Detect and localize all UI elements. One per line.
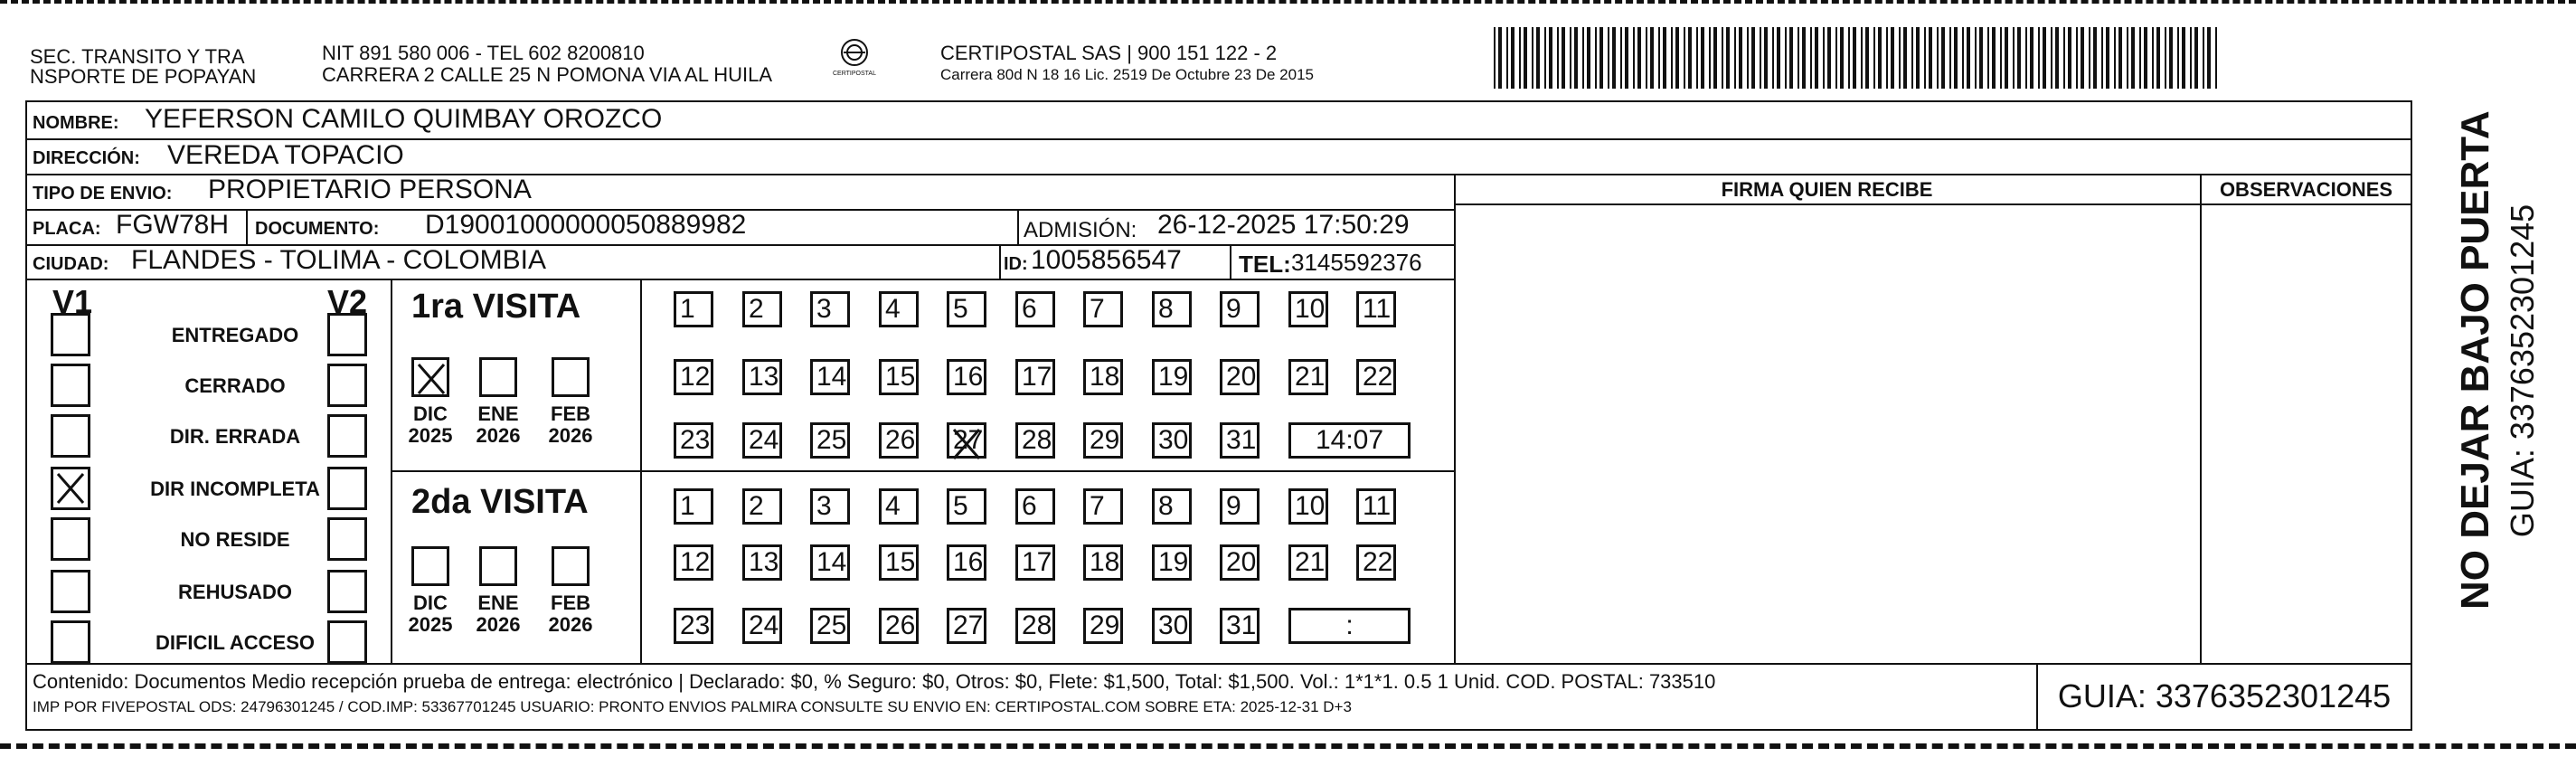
month-name: DIC [413,591,448,614]
nit-line: NIT 891 580 006 - TEL 602 8200810 [322,42,645,64]
day-box-first[interactable]: 23 [674,422,713,459]
day-box-second[interactable]: 17 [1015,544,1055,581]
month-year: 2026 [476,424,521,447]
v2-checkbox[interactable] [327,313,367,356]
direccion-label: DIRECCIÓN: [33,148,140,168]
day-box-first[interactable]: 22 [1356,359,1396,395]
day-box-first[interactable]: 21 [1288,359,1328,395]
v2-checkbox[interactable] [327,467,367,510]
day-box-second[interactable]: 30 [1152,608,1192,644]
day-box-first[interactable]: 24 [742,422,782,459]
day-box-first[interactable]: 19 [1152,359,1192,395]
day-box-second[interactable]: 22 [1356,544,1396,581]
day-box-first[interactable]: 9 [1220,291,1260,327]
day-box-first[interactable]: 8 [1152,291,1192,327]
documento-label: DOCUMENTO: [255,219,380,239]
month-year: 2026 [548,613,593,636]
day-box-first[interactable]: 3 [810,291,850,327]
placa-value: FGW78H [116,210,230,240]
day-box-first[interactable]: 14 [810,359,850,395]
month-checkbox-second[interactable] [411,546,449,586]
month-name: DIC [413,402,448,425]
day-box-second[interactable]: 28 [1015,608,1055,644]
footer-guia: GUIA: 3376352301245 [2057,677,2392,714]
ciudad-value: FLANDES - TOLIMA - COLOMBIA [131,245,546,275]
admision-label: ADMISIÓN: [1024,218,1137,242]
day-box-first[interactable]: 20 [1220,359,1260,395]
day-box-first[interactable]: 30 [1152,422,1192,459]
company-line: CERTIPOSTAL SAS | 900 151 122 - 2 [940,42,1278,64]
time-box-second[interactable]: : [1288,608,1411,644]
status-label: DIR INCOMPLETA [150,478,320,500]
day-box-second[interactable]: 3 [810,488,850,525]
month-name: FEB [551,402,590,425]
status-label: DIFICIL ACCESO [155,631,315,654]
v1-checkbox[interactable] [51,570,90,613]
day-box-second[interactable]: 25 [810,608,850,644]
day-box-second[interactable]: 29 [1083,608,1123,644]
month-year: 2025 [408,424,453,447]
second-visit-title: 2da VISITA [411,483,589,521]
status-label: NO RESIDE [180,528,290,551]
day-box-second[interactable]: 11 [1356,488,1396,525]
day-box-first[interactable]: 2 [742,291,782,327]
day-box-first[interactable]: 18 [1083,359,1123,395]
month-year: 2025 [408,613,453,636]
day-box-first[interactable]: 4 [879,291,919,327]
first-visit-title: 1ra VISITA [411,288,581,326]
day-box-second[interactable]: 21 [1288,544,1328,581]
day-box-first[interactable]: 28 [1015,422,1055,459]
side-notice [2412,110,2548,624]
tel-value: 3145592376 [1291,249,1422,276]
month-checkbox-second[interactable] [479,546,517,586]
day-box-first[interactable]: 5 [947,291,986,327]
v2-checkbox[interactable] [327,620,367,664]
day-box-first[interactable]: 29 [1083,422,1123,459]
id-value: 1005856547 [1031,245,1182,275]
status-label: REHUSADO [178,581,292,603]
v1-checkbox[interactable] [51,620,90,664]
day-box-first[interactable]: 27 [947,422,986,459]
v2-checkbox[interactable] [327,364,367,407]
footer-line2: IMP POR FIVEPOSTAL ODS: 24796301245 / COD.IMP: 53367701245 USUARIO: PRONTO ENVIOS PALMIRA CONSULTE SU ENVIO EN: CERTIPOSTAL.COM SOBRE ETA: 2025-12-31 D+3 [33,698,1352,715]
day-box-first[interactable]: 1 [674,291,713,327]
day-box-first[interactable]: 12 [674,359,713,395]
day-box-first[interactable]: 16 [947,359,986,395]
day-box-first[interactable]: 17 [1015,359,1055,395]
day-box-second[interactable]: 2 [742,488,782,525]
v1-checkbox[interactable] [51,313,90,356]
direccion-value: VEREDA TOPACIO [167,140,404,170]
day-box-second[interactable]: 1 [674,488,713,525]
v2-checkbox[interactable] [327,414,367,458]
day-box-first[interactable]: 13 [742,359,782,395]
day-box-second[interactable]: 15 [879,544,919,581]
day-box-first[interactable]: 26 [879,422,919,459]
ciudad-label: CIUDAD: [33,254,109,274]
v1-label: V1 [52,283,93,320]
v2-label: V2 [327,283,368,320]
day-box-first[interactable]: 6 [1015,291,1055,327]
observaciones-header: OBSERVACIONES [2219,178,2393,201]
day-box-second[interactable]: 23 [674,608,713,644]
day-box-second[interactable]: 27 [947,608,986,644]
tipo-label: TIPO DE ENVIO: [33,184,173,203]
day-box-second[interactable]: 18 [1083,544,1123,581]
month-name: FEB [551,591,590,614]
day-box-second[interactable]: 8 [1152,488,1192,525]
license-line: Carrera 80d N 18 16 Lic. 2519 De Octubre 23 De 2015 [940,66,1314,83]
day-box-second[interactable]: 14 [810,544,850,581]
barcode [1494,27,2224,89]
month-checkbox-first[interactable] [552,357,590,397]
month-year: 2026 [548,424,593,447]
v1-checkbox[interactable] [51,414,90,458]
nombre-value: YEFERSON CAMILO QUIMBAY OROZCO [145,104,663,134]
status-label: DIR. ERRADA [169,425,301,448]
status-label: ENTREGADO [171,324,299,346]
admision-value: 26-12-2025 17:50:29 [1157,210,1410,240]
day-box-first[interactable]: 15 [879,359,919,395]
day-box-second[interactable]: 5 [947,488,986,525]
month-checkbox-first[interactable] [411,357,449,397]
documento-value: D19001000000050889982 [425,210,747,240]
v2-checkbox[interactable] [327,517,367,561]
side-guia: GUIA: 3376352301245 [2504,203,2541,538]
day-box-second[interactable]: 20 [1220,544,1260,581]
tipo-value: PROPIETARIO PERSONA [208,175,532,204]
id-label: ID: [1004,254,1028,274]
firma-header: FIRMA QUIEN RECIBE [1721,178,1933,201]
sender-line1: SEC. TRANSITO Y TRA [30,45,245,68]
day-box-second[interactable]: 10 [1288,488,1328,525]
logo-text: CERTIPOSTAL [833,71,876,77]
month-name: ENE [477,591,519,614]
day-box-second[interactable]: 31 [1220,608,1260,644]
day-box-second[interactable]: 13 [742,544,782,581]
month-checkbox-second[interactable] [552,546,590,586]
day-box-second[interactable]: 7 [1083,488,1123,525]
day-box-second[interactable]: 12 [674,544,713,581]
day-box-second[interactable]: 4 [879,488,919,525]
certipostal-logo [818,36,891,81]
nombre-label: NOMBRE: [33,113,119,133]
side-title: NO DEJAR BAJO PUERTA [2453,110,2497,610]
v2-checkbox[interactable] [327,570,367,613]
status-label: CERRADO [184,374,286,397]
placa-label: PLACA: [33,219,101,239]
day-box-first[interactable]: 7 [1083,291,1123,327]
v1-checkbox[interactable] [51,364,90,407]
top-perforation [0,0,2576,4]
day-box-second[interactable]: 16 [947,544,986,581]
day-box-first[interactable]: 10 [1288,291,1328,327]
day-box-second[interactable]: 9 [1220,488,1260,525]
address-line: CARRERA 2 CALLE 25 N POMONA VIA AL HUILA [322,63,773,86]
month-year: 2026 [476,613,521,636]
month-name: ENE [477,402,519,425]
day-box-second[interactable]: 19 [1152,544,1192,581]
footer-line1: Contenido: Documentos Medio recepción prueba de entrega: electrónico | Declarado: $0, % Seguro: $0, Otros: $0, Flete: $1,500, Total: $1,500. Vol.: 1*1*1. 0.5 1 Unid. COD. POSTAL: 733510 [33,670,1716,693]
tel-label: TEL: [1239,251,1291,278]
v1-checkbox[interactable] [51,467,90,510]
day-box-second[interactable]: 6 [1015,488,1055,525]
v1-checkbox[interactable] [51,517,90,561]
sender-line2: NSPORTE DE POPAYAN [30,65,257,88]
time-box-first[interactable]: 14:07 [1288,422,1411,459]
bottom-perforation [0,743,2576,749]
day-box-first[interactable]: 11 [1356,291,1396,327]
month-checkbox-first[interactable] [479,357,517,397]
day-box-first[interactable]: 25 [810,422,850,459]
day-box-second[interactable]: 24 [742,608,782,644]
day-box-second[interactable]: 26 [879,608,919,644]
day-box-first[interactable]: 31 [1220,422,1260,459]
